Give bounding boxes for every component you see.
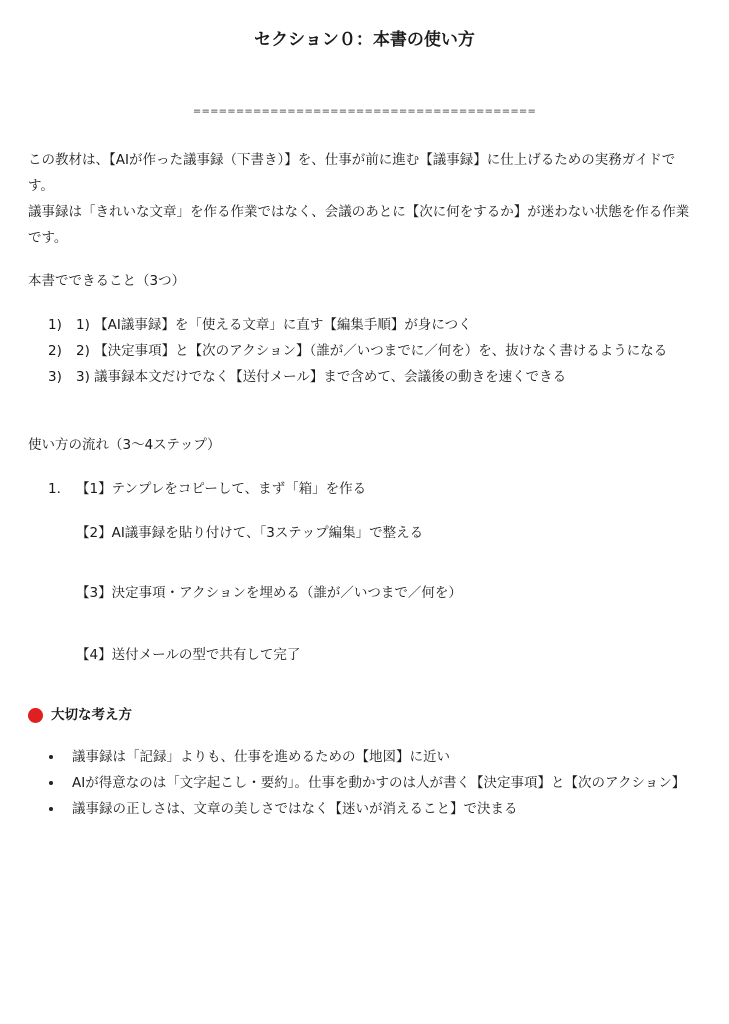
list-item — [28, 338, 698, 364]
list-item-number: 1) — [48, 317, 62, 333]
list-item — [28, 312, 698, 338]
step-2: 【2】AI議事録を貼り付けて、「3ステップ編集」で整える — [76, 525, 424, 541]
list-item-text: AIが得意なのは「文字起こし・要約」。仕事を動かすのは人が書く【決定事項】と【次のアクション】 — [72, 775, 686, 791]
page-title: セクション０：本書の使い方 — [254, 30, 475, 50]
list-item-text: 議事録の正しさは、文章の美しさではなく【迷いが消えること】で決まる — [72, 801, 518, 817]
intro-section — [28, 147, 700, 251]
intro-paragraph-1: この教材は、【AIが作った議事録（下書き）】を、仕事が前に進む【議事録】に仕上げるための実務ガイドです。 — [28, 152, 676, 194]
principles-heading-text: 大切な考え方 — [51, 707, 132, 723]
step-number: 1. — [48, 481, 61, 497]
bullet-icon — [49, 755, 53, 759]
step-3: 【3】決定事項・アクションを埋める（誰が／いつまで／何を） — [76, 585, 462, 601]
list-item — [28, 796, 698, 822]
list-item-number: 2) — [48, 343, 62, 359]
list-item-text: 議事録は「記録」よりも、仕事を進めるための【地図】に近い — [72, 749, 450, 765]
bullet-icon — [49, 781, 53, 785]
red-circle-icon — [28, 708, 43, 723]
list-item-text: 3) 議事録本文だけでなく【送付メール】まで含めて、会議後の動きを速くできる — [76, 369, 567, 385]
principles-heading — [28, 702, 132, 728]
list-item — [28, 744, 698, 770]
principles-list — [28, 744, 698, 822]
step-4: 【4】送付メールの型で共有して完了 — [76, 647, 301, 663]
can-do-list — [28, 312, 698, 390]
step-1: 【1】テンプレをコピーして、まず「箱」を作る — [76, 481, 367, 497]
list-item-text: 2) 【決定事項】と【次のアクション】（誰が／いつまでに／何を）を、抜けなく書けるようになる — [76, 343, 668, 359]
divider-line: ======================================== — [192, 106, 537, 117]
intro-paragraph-2: 議事録は「きれいな文章」を作る作業ではなく、会議のあとに【次に何をするか】が迷わない状態を作る作業です。 — [28, 204, 690, 246]
can-do-heading: 本書でできること（3つ） — [28, 273, 186, 289]
list-item-text: 1) 【AI議事録】を「使える文章」に直す【編集手順】が身につく — [76, 317, 472, 333]
bullet-icon — [49, 807, 53, 811]
list-item — [28, 770, 698, 796]
list-item — [28, 364, 698, 390]
list-item-number: 3) — [48, 369, 62, 385]
flow-heading: 使い方の流れ（3〜4ステップ） — [28, 437, 221, 453]
